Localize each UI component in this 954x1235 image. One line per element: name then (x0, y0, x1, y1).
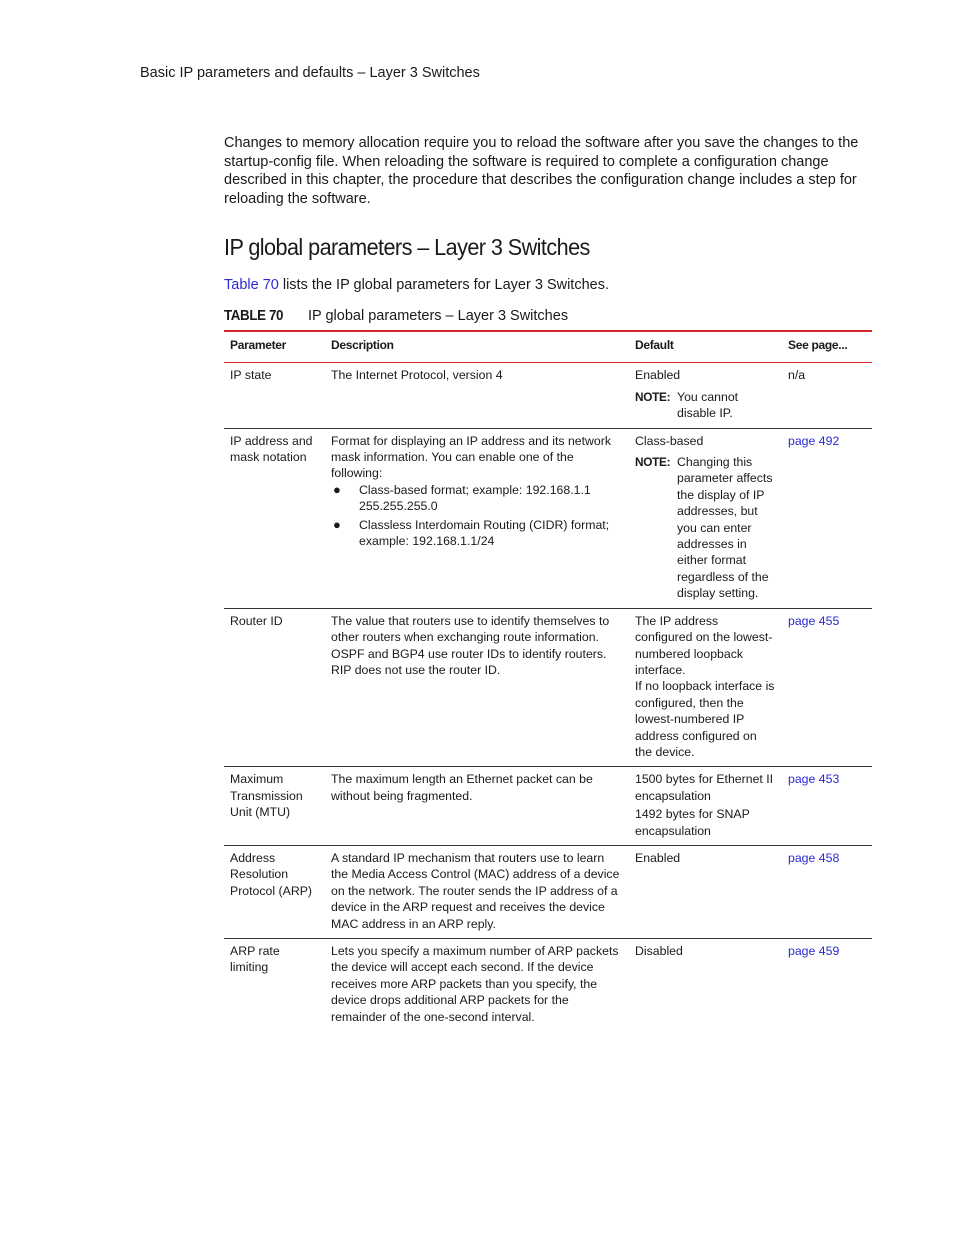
cell-see-page: n/a (782, 363, 872, 428)
cell-see-page (782, 608, 872, 767)
cell-see-page (782, 939, 872, 1032)
table-row (224, 845, 872, 938)
table-row (224, 363, 872, 428)
cell-default: Disabled (635, 944, 683, 958)
bullet-icon: ● (333, 516, 341, 532)
table-row (224, 939, 872, 1032)
cell-parameter: ARP rate limiting (230, 944, 280, 975)
cell-parameter: Address Resolution Protocol (ARP) (224, 845, 325, 938)
note (635, 454, 776, 602)
header-default: Default (629, 331, 782, 363)
cell-see-page (782, 845, 872, 938)
cell-parameter: IP state (224, 363, 325, 428)
intro-paragraph: Changes to memory allocation require you to reload the software after you save the changes to the startup-config file. When reloading the software is required to complete a configuration change described in this chapter, the procedure that describes the configuration change includes a step for reloading the software. (224, 135, 859, 208)
cell-default (629, 608, 782, 767)
list-item: ● Classless Interdomain Routing (CIDR) format; example: 192.168.1.1/24 (333, 516, 610, 549)
default-value: 1500 bytes for Ethernet II encapsulation (635, 772, 774, 803)
cell-description: The Internet Protocol, version 4 (325, 363, 629, 428)
page-link[interactable]: page 459 (788, 944, 840, 958)
cell-default: Enabled (629, 845, 782, 938)
cell-default (629, 767, 782, 846)
table-row (224, 767, 872, 846)
page-link[interactable]: page 492 (788, 433, 840, 448)
note-label: NOTE: (635, 389, 671, 404)
header-see-page: See page... (782, 331, 872, 363)
table-row (224, 608, 872, 767)
list-item: ● Class-based format; example: 192.168.1.1 255.255.255.0 (333, 481, 591, 514)
cell-description: The maximum length an Ethernet packet can be without being fragmented. (325, 767, 629, 846)
default-value-2: If no loopback interface is configured, then the lowest-numbered IP address configured on the device. (635, 679, 775, 759)
table-row (224, 428, 872, 608)
description-text: Format for displaying an IP address and its network mask information. You can enable one of the following: (331, 433, 612, 481)
ip-global-parameters-table (224, 330, 872, 1031)
section-title: IP global parameters – Layer 3 Switches (224, 234, 590, 260)
cell-default (629, 363, 782, 428)
cell-description: A standard IP mechanism that routers use to learn the Media Access Control (MAC) address of a device on the network. The router sends the IP address of a device in the ARP request and receives the device MAC address in an ARP reply. (325, 845, 629, 938)
note-text: You cannot disable IP. (677, 389, 739, 421)
cell-parameter: Maximum Transmission Unit (MTU) (224, 767, 325, 846)
cell-description: Lets you specify a maximum number of ARP packets the device will accept each second. If the device receives more ARP packets than you specify, the device drops additional ARP packets for the remainder of the one-second interval. (331, 944, 619, 1024)
note-text: Changing this parameter affects the display of IP addresses, but you can enter addresses in either format regardless of the display setting. (677, 455, 773, 601)
header-parameter: Parameter (224, 331, 325, 363)
note-label: NOTE: (635, 455, 671, 470)
default-value-2: 1492 bytes for SNAP encapsulation (635, 807, 750, 838)
running-header: Basic IP parameters and defaults – Layer 3 Switches (140, 65, 480, 81)
bullet-list (331, 482, 623, 550)
cell-description (325, 428, 629, 608)
lead-text: lists the IP global parameters for Layer 3 Switches. (278, 277, 609, 293)
default-value: Enabled (635, 368, 681, 383)
cell-see-page (782, 767, 872, 846)
default-value: The IP address configured on the lowest-numbered loopback interface. (635, 613, 773, 677)
table-title: IP global parameters – Layer 3 Switches (308, 308, 569, 324)
page-link[interactable]: page 453 (788, 772, 840, 787)
cell-default (629, 428, 782, 608)
cell-parameter: Router ID (224, 608, 325, 767)
cell-description: The value that routers use to identify themselves to other routers when exchanging route information. OSPF and BGP4 use router IDs to identify routers. RIP does not use the router ID. (325, 608, 629, 767)
cell-parameter: IP address and mask notation (224, 428, 325, 608)
page-link[interactable]: page 458 (788, 850, 840, 865)
table-header-row (224, 331, 872, 363)
default-value: Class-based (635, 433, 704, 448)
table-number: TABLE 70 (224, 308, 284, 324)
note (635, 389, 776, 422)
lead-sentence (224, 277, 609, 293)
cell-see-page (782, 428, 872, 608)
page-link[interactable]: page 455 (788, 613, 840, 628)
table-caption (224, 308, 568, 324)
header-description: Description (325, 331, 629, 363)
bullet-icon: ● (333, 481, 341, 497)
table-70-link[interactable]: Table 70 (224, 277, 279, 293)
